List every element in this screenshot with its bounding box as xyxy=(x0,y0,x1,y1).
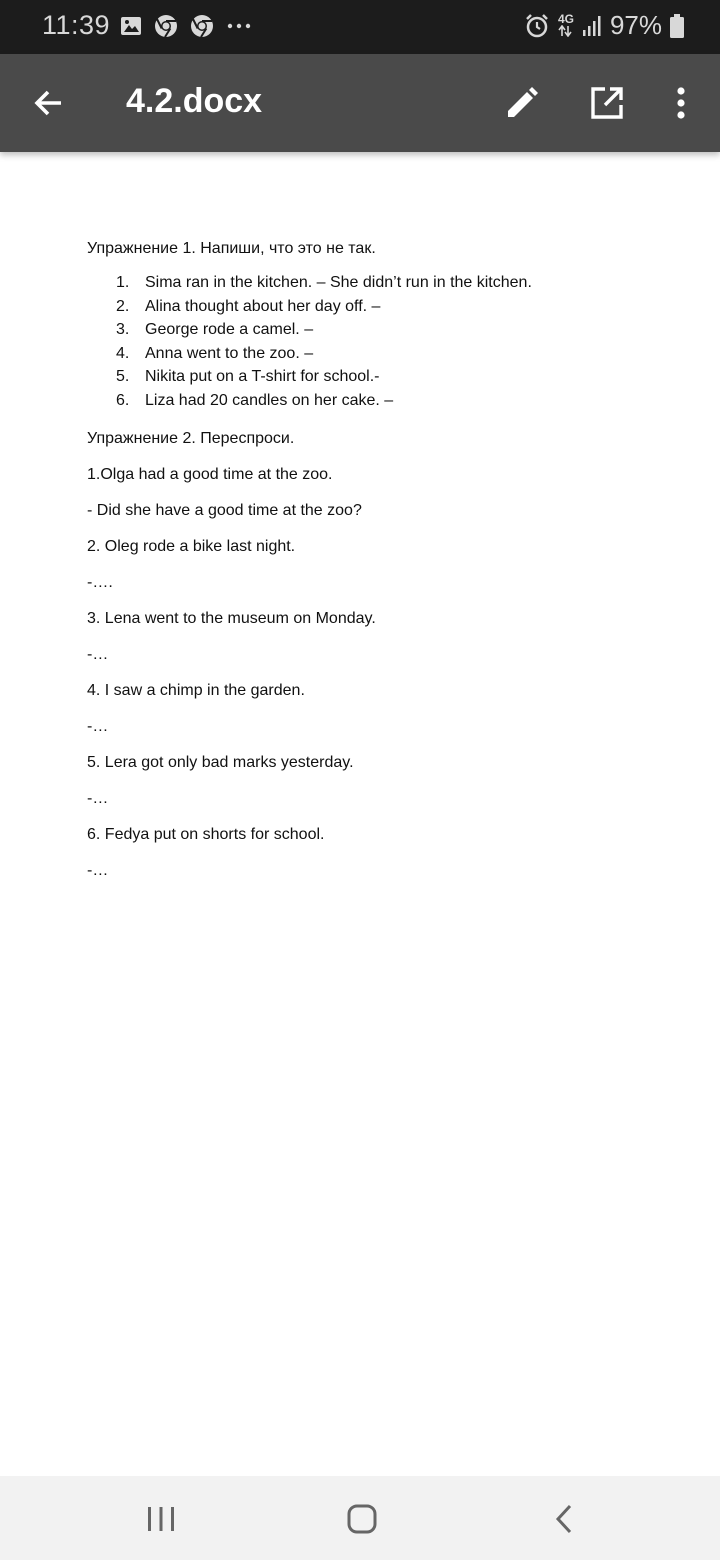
exercise2-line: -… xyxy=(87,790,109,807)
item-text: Liza had 20 candles on her cake. – xyxy=(145,391,394,409)
exercise1-list xyxy=(87,271,687,412)
item-number: 4. xyxy=(116,344,130,362)
back-icon xyxy=(552,1503,576,1535)
item-number: 5. xyxy=(116,368,130,385)
more-options-button[interactable] xyxy=(656,78,706,128)
exercise2-line: 4. I saw a chimp in the garden. xyxy=(87,682,305,699)
item-text: George rode a camel. – xyxy=(145,321,314,338)
alarm-icon xyxy=(524,13,550,39)
document-content xyxy=(87,236,687,884)
exercise2-line: - Did she have a good time at the zoo? xyxy=(87,502,362,519)
recent-apps-button[interactable] xyxy=(136,1494,186,1544)
more-dots-icon xyxy=(226,14,252,38)
status-time: 11:39 xyxy=(42,10,111,40)
app-toolbar xyxy=(0,54,720,152)
document-title: 4.2.docx xyxy=(126,82,263,120)
exercise2-line: 1.Olga had a good time at the zoo. xyxy=(87,466,333,483)
back-arrow-icon xyxy=(33,87,65,119)
exercise2-line: 5. Lera got only bad marks yesterday. xyxy=(87,754,354,771)
network-label: 4G xyxy=(557,12,574,26)
network-type xyxy=(558,14,574,37)
signal-icon xyxy=(582,15,602,37)
list-item xyxy=(87,271,687,295)
item-number: 3. xyxy=(116,321,130,338)
item-text: Alina thought about her day off. – xyxy=(145,297,381,315)
open-external-button[interactable] xyxy=(582,78,632,128)
item-text: Sima ran in the kitchen. – She didn’t run in the kitchen. xyxy=(145,274,532,291)
status-bar xyxy=(0,0,720,54)
chrome-icon xyxy=(154,14,178,38)
battery-icon xyxy=(670,14,684,38)
list-item xyxy=(87,365,687,389)
data-arrows-icon xyxy=(558,25,572,37)
recent-apps-icon xyxy=(146,1505,176,1533)
open-external-icon xyxy=(590,86,624,120)
item-text: Nikita put on a T-shirt for school.- xyxy=(145,368,380,385)
list-item xyxy=(87,318,687,342)
list-item xyxy=(87,342,687,366)
exercise2-line: 2. Oleg rode a bike last night. xyxy=(87,538,296,555)
notification-icons xyxy=(120,14,252,38)
system-nav-bar xyxy=(0,1476,720,1560)
list-item xyxy=(87,389,687,413)
home-button[interactable] xyxy=(337,1494,387,1544)
item-number: 1. xyxy=(116,274,130,291)
edit-pencil-icon xyxy=(505,86,539,120)
item-number: 6. xyxy=(116,391,130,409)
exercise2-line: -… xyxy=(87,718,109,735)
exercise1-heading: Упражнение 1. Напиши, что это не так. xyxy=(87,240,376,257)
item-text: Anna went to the zoo. – xyxy=(145,344,314,362)
more-vert-icon xyxy=(675,86,687,120)
home-icon xyxy=(346,1503,378,1535)
edit-button[interactable] xyxy=(497,78,547,128)
exercise2-line: -… xyxy=(87,862,109,879)
system-status xyxy=(524,10,684,41)
exercise2-line: -…. xyxy=(87,574,113,591)
image-icon xyxy=(120,15,142,37)
item-number: 2. xyxy=(116,297,130,315)
exercise2-line: -… xyxy=(87,646,109,663)
chrome-icon xyxy=(190,14,214,38)
battery-percent: 97% xyxy=(609,10,662,40)
exercise2-heading: Упражнение 2. Переспроси. xyxy=(87,430,295,447)
back-button[interactable] xyxy=(24,78,74,128)
exercise2-line: 6. Fedya put on shorts for school. xyxy=(87,826,325,843)
exercise2-line: 3. Lena went to the museum on Monday. xyxy=(87,610,376,627)
back-nav-button[interactable] xyxy=(539,1494,589,1544)
list-item xyxy=(87,295,687,319)
